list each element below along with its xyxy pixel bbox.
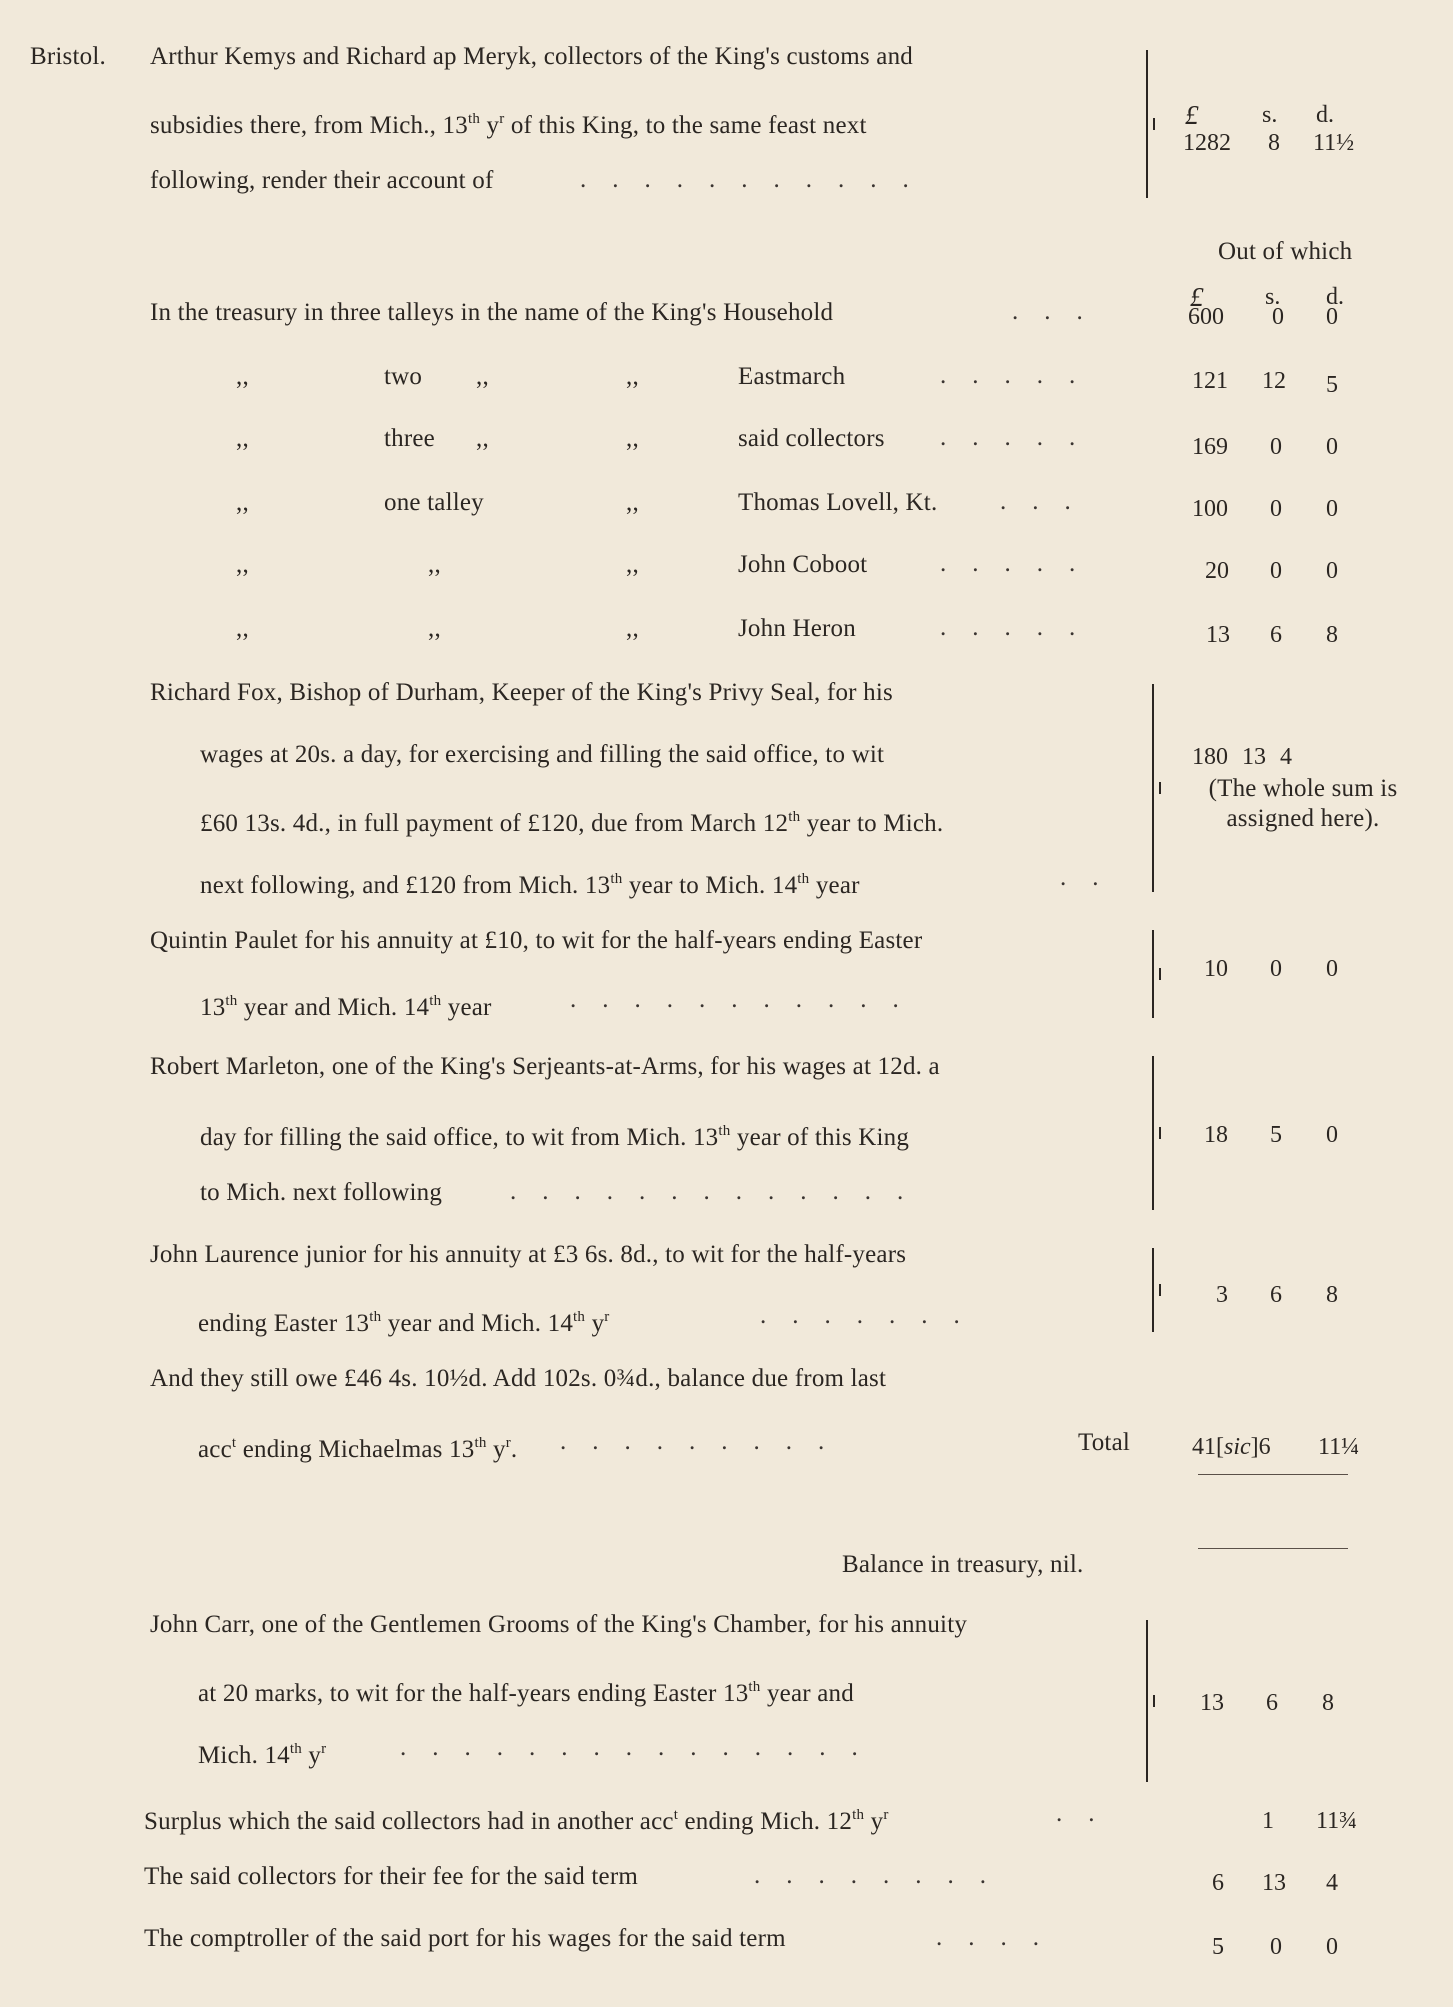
fee-pounds: 6 — [1212, 1870, 1224, 1896]
comptroller-shillings: 0 — [1270, 1934, 1282, 1960]
carr-line-3: Mich. 14th $y^r$ — [198, 1741, 327, 1769]
ditto-mark: ,, — [236, 363, 249, 390]
out-of-which-label: Out of which — [1218, 238, 1353, 265]
ditto-mark: ,, — [626, 551, 639, 578]
brace — [1142, 1620, 1148, 1782]
shilling-column-head: s. — [1265, 284, 1281, 310]
ditto-mark: ,, — [236, 551, 249, 578]
leader-dots: .... — [936, 1924, 1065, 1951]
tally-count: two — [384, 363, 423, 390]
intro-line-2: subsidies there, from Mich., 13th $y^r$ of this King, to the same feast next — [150, 111, 867, 139]
comptroller-pounds: 5 — [1212, 1934, 1224, 1960]
ditto-mark: ,, — [236, 489, 249, 516]
surplus-shillings: 1 — [1262, 1808, 1274, 1834]
brace — [1148, 1056, 1154, 1210]
fee-line: The said collectors for their fee for the said term — [144, 1863, 639, 1890]
brace — [1148, 1248, 1154, 1332]
tally-shillings: 0 — [1270, 558, 1282, 584]
brace — [1142, 50, 1148, 198]
ditto-mark: ,, — [626, 363, 639, 390]
tally-name: Thomas Lovell, Kt. — [738, 489, 938, 516]
fox-note-1: (The whole sum is — [1208, 775, 1398, 802]
paulet-line-2: 13th year and Mich. 14th year — [200, 993, 492, 1021]
carr-line-2: at 20 marks, to wit for the half-years ending Easter 13th year and — [198, 1679, 854, 1707]
leader-dots: ......... — [560, 1428, 851, 1455]
laurence-line-2: ending Easter 13th year and Mich. 14th $y^r$ — [198, 1309, 610, 1337]
ditto-mark: ,, — [626, 615, 639, 642]
ditto-mark: ,, — [428, 551, 441, 578]
treasury-pounds: 600 — [1188, 304, 1224, 330]
balance-line: Balance in treasury, nil. — [842, 1551, 1084, 1578]
tally-name: said collectors — [738, 425, 885, 452]
tally-name: John Coboot — [738, 551, 868, 578]
total-pence: 11¼ — [1318, 1434, 1360, 1460]
ditto-mark: ,, — [476, 425, 489, 452]
total-label: Total — [1078, 1429, 1131, 1456]
tally-count: three — [384, 425, 435, 452]
laurence-pence: 8 — [1326, 1282, 1338, 1308]
paulet-line-1: Quintin Paulet for his annuity at £10, to wit for the half-years ending Easter — [150, 927, 923, 954]
marleton-pence: 0 — [1326, 1122, 1338, 1148]
marleton-line-1: Robert Marleton, one of the King's Serjeants-at-Arms, for his wages at 12d. a — [150, 1053, 940, 1080]
tally-pence: 0 — [1326, 434, 1338, 460]
fox-line-3: £60 13s. 4d., in full payment of £120, due from March 12th year to Mich. — [200, 809, 944, 837]
leader-dots: ............. — [510, 1178, 930, 1205]
brace — [1148, 930, 1154, 1018]
fox-note-2: assigned here). — [1226, 805, 1380, 832]
owe-line-1: And they still owe £46 4s. 10½d. Add 102s. 0¾d., balance due from last — [150, 1365, 887, 1392]
tally-pence: 0 — [1326, 496, 1338, 522]
fox-amount: 180 13 4 — [1192, 744, 1292, 770]
leader-dots: .. — [1060, 864, 1125, 891]
tally-shillings: 6 — [1270, 622, 1282, 648]
pence-heading: d. — [1316, 102, 1334, 128]
leader-dots: ..... — [940, 614, 1102, 641]
fee-pence: 4 — [1326, 1870, 1338, 1896]
surplus-pence: 11¾ — [1316, 1808, 1358, 1834]
leader-dots: ........ — [754, 1862, 1012, 1889]
leader-dots: ..... — [940, 424, 1102, 451]
place-heading: Bristol. — [30, 43, 106, 70]
intro-pounds: 1282 — [1183, 130, 1231, 156]
leader-dots: ... — [1000, 488, 1097, 515]
paulet-pounds: 10 — [1204, 956, 1228, 982]
brace — [1148, 684, 1154, 892]
tally-pounds: 169 — [1192, 434, 1228, 460]
ditto-mark: ,, — [428, 615, 441, 642]
marleton-line-2: day for filling the said office, to wit from Mich. 13th year of this King — [200, 1123, 910, 1151]
leader-dots: ..... — [940, 550, 1102, 577]
fee-shillings: 13 — [1262, 1870, 1286, 1896]
treasury-shillings: 0 — [1272, 304, 1284, 330]
intro-line-3: following, render their account of — [150, 167, 494, 194]
pound-column-head: £ — [1190, 282, 1204, 312]
tally-count: one talley — [384, 489, 484, 516]
carr-pence: 8 — [1322, 1690, 1334, 1716]
paulet-pence: 0 — [1326, 956, 1338, 982]
pound-heading: £ — [1185, 100, 1199, 130]
leader-dots: ............... — [400, 1734, 884, 1761]
leader-dots: ........... — [580, 166, 935, 193]
ditto-mark: ,, — [236, 425, 249, 452]
treasury-line: In the treasury in three talleys in the name of the King's Household — [150, 299, 834, 326]
shilling-heading: s. — [1262, 102, 1278, 128]
tally-pence: 5 — [1326, 372, 1338, 398]
laurence-line-1: John Laurence junior for his annuity at £3 6s. 8d., to wit for the half-years — [150, 1241, 907, 1268]
ditto-mark: ,, — [626, 489, 639, 516]
tally-shillings: 12 — [1262, 368, 1286, 394]
marleton-shillings: 5 — [1270, 1122, 1282, 1148]
carr-pounds: 13 — [1200, 1690, 1224, 1716]
intro-line-1-text: Arthur Kemys and Richard ap Meryk, collectors of the King's customs and — [150, 43, 913, 70]
carr-line-1: John Carr, one of the Gentlemen Grooms of the King's Chamber, for his annuity — [150, 1611, 968, 1638]
leader-dots: ........... — [570, 986, 925, 1013]
laurence-pounds: 3 — [1216, 1282, 1228, 1308]
tally-pounds: 121 — [1192, 368, 1228, 394]
tally-pounds: 100 — [1192, 496, 1228, 522]
fox-line-4: next following, and £120 from Mich. 13th year to Mich. 14th year — [200, 871, 860, 899]
ditto-mark: ,, — [476, 363, 489, 390]
carr-shillings: 6 — [1266, 1690, 1278, 1716]
comptroller-line: The comptroller of the said port for his wages for the said term — [144, 1925, 786, 1952]
leader-dots: ... — [1012, 298, 1109, 325]
comptroller-pence: 0 — [1326, 1934, 1338, 1960]
intro-pence: 11½ — [1313, 130, 1355, 156]
leader-dots: ..... — [940, 362, 1102, 389]
laurence-shillings: 6 — [1270, 1282, 1282, 1308]
total-pounds-shillings: 41[sic]6 — [1192, 1434, 1271, 1460]
owe-line-2: acc$^t$ ending Michaelmas 13th $y^r$. — [198, 1435, 518, 1463]
tally-pence: 8 — [1326, 622, 1338, 648]
total-rule — [1198, 1548, 1348, 1549]
marleton-line-3: to Mich. next following — [200, 1179, 443, 1206]
leader-dots: .. — [1056, 1800, 1121, 1827]
leader-dots: ....... — [760, 1302, 986, 1329]
total-rule — [1198, 1474, 1348, 1475]
tally-name: John Heron — [738, 615, 856, 642]
tally-shillings: 0 — [1270, 434, 1282, 460]
ditto-mark: ,, — [236, 615, 249, 642]
tally-pounds: 20 — [1205, 558, 1229, 584]
pence-column-head: d. — [1326, 284, 1344, 310]
fox-line-2: wages at 20s. a day, for exercising and filling the said office, to wit — [200, 741, 885, 768]
marleton-pounds: 18 — [1204, 1122, 1228, 1148]
tally-pence: 0 — [1326, 558, 1338, 584]
tally-name: Eastmarch — [738, 363, 846, 390]
intro-line-1 — [150, 42, 1132, 72]
ditto-mark: ,, — [626, 425, 639, 452]
paulet-shillings: 0 — [1270, 956, 1282, 982]
treasury-pence: 0 — [1326, 304, 1338, 330]
intro-shillings: 8 — [1268, 130, 1280, 156]
fox-line-1: Richard Fox, Bishop of Durham, Keeper of the King's Privy Seal, for his — [150, 679, 893, 706]
surplus-line: Surplus which the said collectors had in another acc$^t$ ending Mich. 12th $y^r$ — [144, 1807, 889, 1835]
tally-shillings: 0 — [1270, 496, 1282, 522]
tally-pounds: 13 — [1206, 622, 1230, 648]
